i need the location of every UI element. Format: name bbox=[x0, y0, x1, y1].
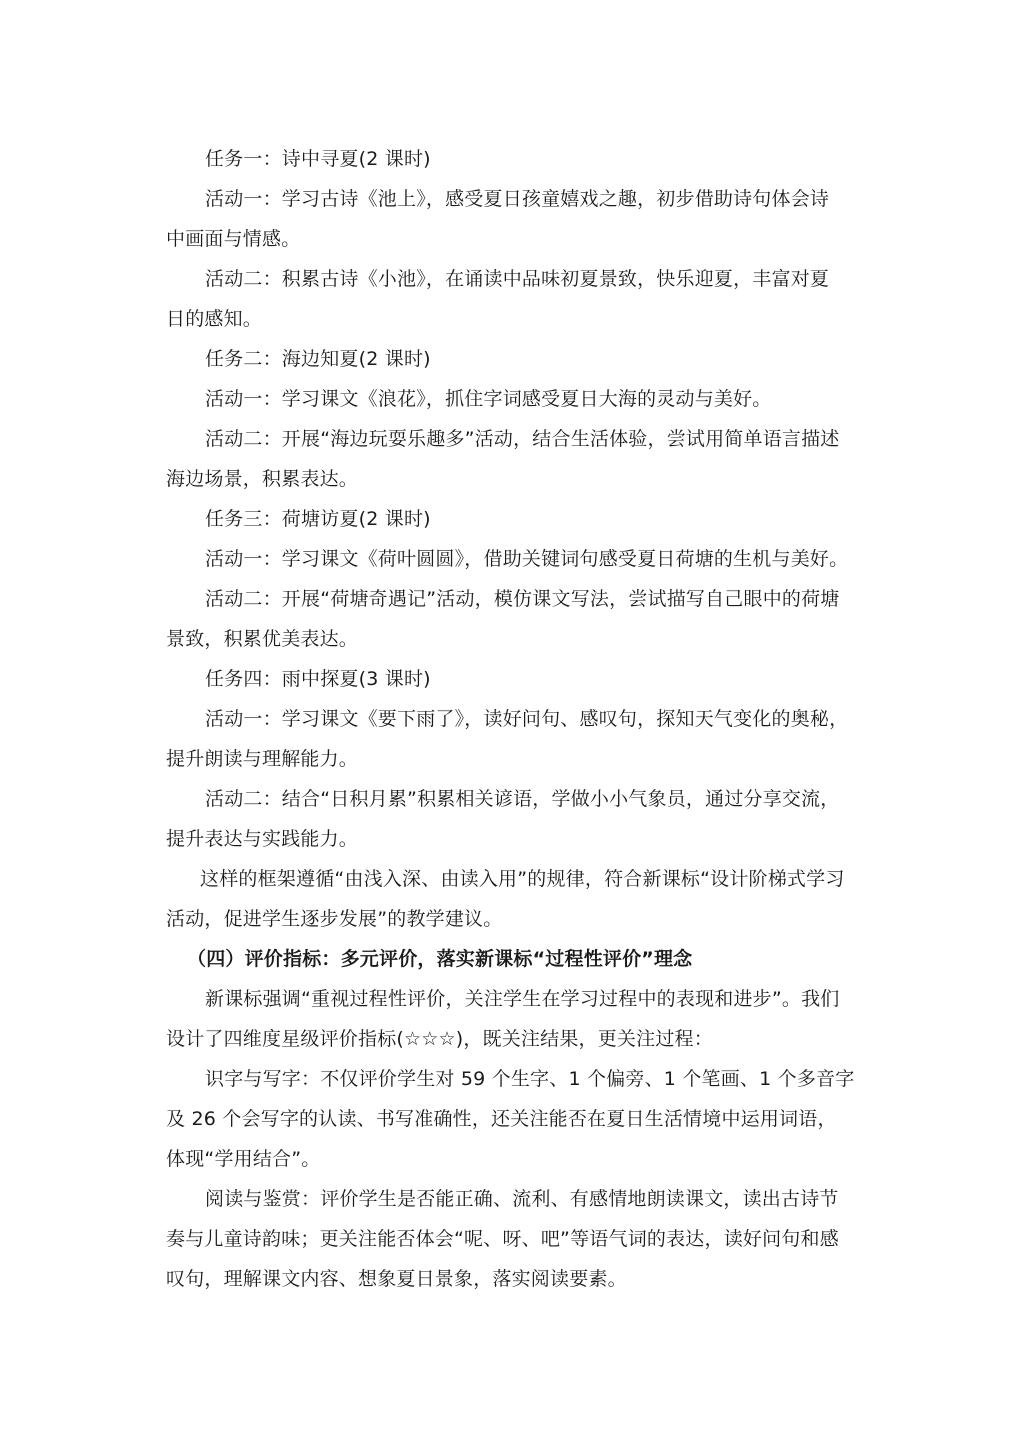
paragraph-line: 中画面与情感。 bbox=[166, 228, 301, 250]
paragraph-line: 奏与儿童诗韵味；更关注能否体会“呢、呀、吧”等语气词的表达，读好问句和感 bbox=[166, 1228, 839, 1250]
paragraph-line: 活动二：开展“荷塘奇遇记”活动，模仿课文写法，尝试描写自己眼中的荷塘 bbox=[205, 588, 840, 610]
paragraph-line: 活动二：积累古诗《小池》，在诵读中品味初夏景致，快乐迎夏，丰富对夏 bbox=[205, 268, 830, 290]
paragraph-line: 新课标强调“重视过程性评价，关注学生在学习过程中的表现和进步”。我们 bbox=[205, 988, 840, 1010]
task-2-heading: 任务二：海边知夏(2 课时) bbox=[205, 348, 431, 370]
task-4-heading: 任务四：雨中探夏(3 课时) bbox=[205, 668, 431, 690]
paragraph-line: 日的感知。 bbox=[166, 308, 263, 330]
paragraph-line: 活动一：学习古诗《池上》，感受夏日孩童嬉戏之趣，初步借助诗句体会诗 bbox=[205, 188, 830, 210]
paragraph-line: 提升朗读与理解能力。 bbox=[166, 748, 359, 770]
paragraph-line: 活动一：学习课文《要下雨了》，读好问句、感叹句，探知天气变化的奥秘， bbox=[205, 708, 849, 730]
task-1-heading: 任务一：诗中寻夏(2 课时) bbox=[205, 148, 431, 170]
paragraph-line: 设计了四维度星级评价指标(☆☆☆)，既关注结果，更关注过程： bbox=[166, 1028, 713, 1050]
paragraph-line: 活动二：结合“日积月累”积累相关谚语，学做小小气象员，通过分享交流， bbox=[205, 788, 840, 810]
paragraph-line: 活动一：学习课文《荷叶圆圆》，借助关键词句感受夏日荷塘的生机与美好。 bbox=[205, 548, 849, 570]
section-4-heading: （四）评价指标：多元评价，落实新课标“过程性评价”理念 bbox=[187, 948, 693, 970]
paragraph-line: 这样的框架遵循“由浅入深、由读入用”的规律，符合新课标“设计阶梯式学习 bbox=[200, 868, 845, 890]
paragraph-line: 叹句，理解课文内容、想象夏日景象，落实阅读要素。 bbox=[166, 1268, 627, 1290]
paragraph-line: 景致，积累优美表达。 bbox=[166, 628, 359, 650]
paragraph-line: 活动，促进学生逐步发展”的教学建议。 bbox=[166, 908, 503, 930]
paragraph-line: 海边场景，积累表达。 bbox=[166, 468, 359, 490]
paragraph-line: 识字与写字：不仅评价学生对 59 个生字、1 个偏旁、1 个笔画、1 个多音字 bbox=[205, 1068, 855, 1090]
paragraph-line: 活动一：学习课文《浪花》，抓住字词感受夏日大海的灵动与美好。 bbox=[205, 388, 772, 410]
paragraph-line: 阅读与鉴赏：评价学生是否能正确、流利、有感情地朗读课文，读出古诗节 bbox=[205, 1188, 839, 1210]
paragraph-line: 体现“学用结合”。 bbox=[166, 1148, 321, 1170]
paragraph-line: 提升表达与实践能力。 bbox=[166, 828, 359, 850]
paragraph-line: 及 26 个会写字的认读、书写准确性，还关注能否在夏日生活情境中运用词语， bbox=[166, 1108, 837, 1130]
task-3-heading: 任务三：荷塘访夏(2 课时) bbox=[205, 508, 431, 530]
paragraph-line: 活动二：开展“海边玩耍乐趣多”活动，结合生活体验，尝试用简单语言描述 bbox=[205, 428, 840, 450]
